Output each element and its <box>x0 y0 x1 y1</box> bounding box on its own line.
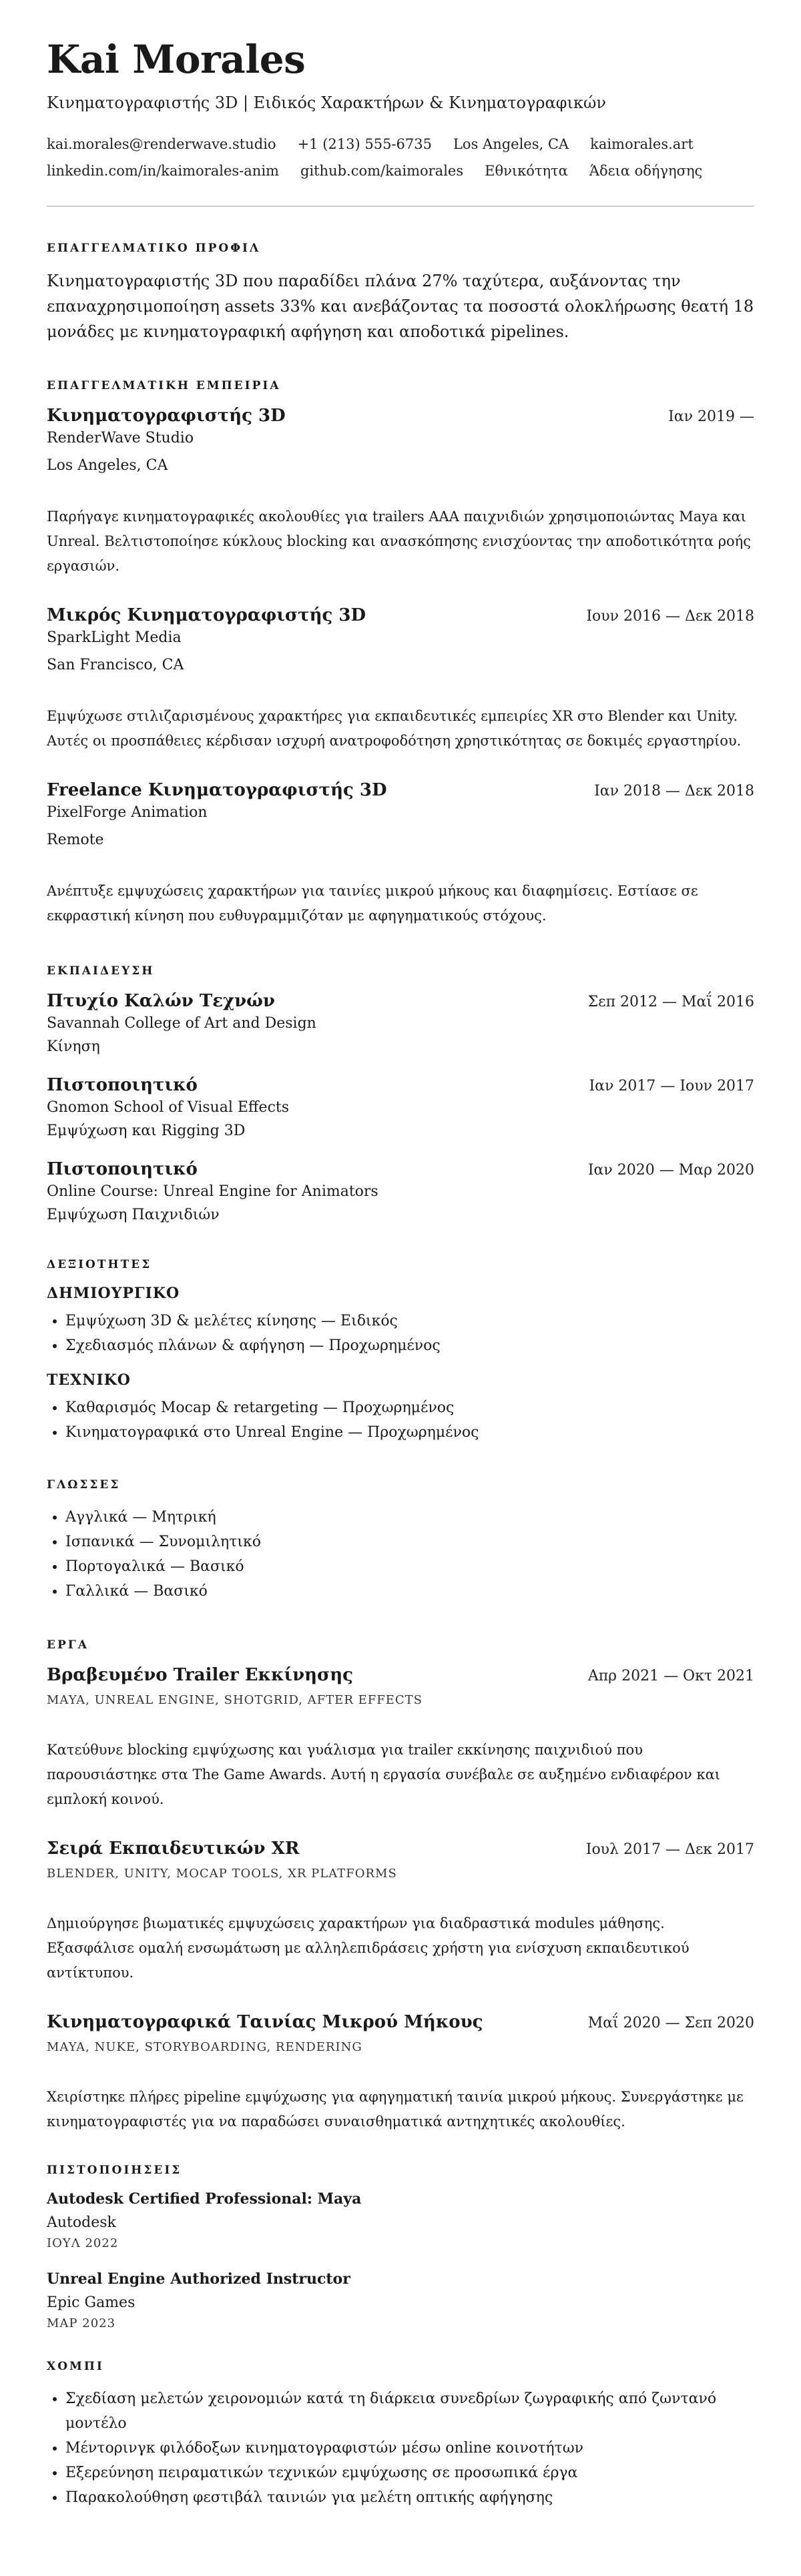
contact-phone[interactable]: +1 (213) 555-6735 <box>297 136 432 152</box>
hobby-list <box>47 2386 754 2510</box>
certification-entry <box>47 2270 754 2330</box>
project-tech: MAYA, UNREAL ENGINE, SHOTGRID, AFTER EFFECTS <box>47 1693 423 1707</box>
resume-header <box>47 37 754 179</box>
experience-section <box>47 379 754 928</box>
hobby-item: • Παρακολούθηση φεστιβάλ ταινιών για μελέτη οπτικής αφήγησης <box>65 2485 754 2510</box>
degree-title: Πτυχίο Καλών Τεχνών <box>47 991 275 1011</box>
certification-entry <box>47 2190 754 2250</box>
skill-group-title: ΤΕΧΝΙΚΟ <box>47 1371 131 1389</box>
certification-issuer: Epic Games <box>47 2294 136 2311</box>
job-dates: Ιαν 2018 — Δεκ 2018 <box>594 783 754 799</box>
company-name: SparkLight Media <box>47 629 182 646</box>
resume-page <box>47 37 754 2510</box>
project-name: Βραβευμένο Trailer Εκκίνησης <box>47 1665 353 1685</box>
experience-entry <box>47 406 754 579</box>
study-field: Κίνηση <box>47 1038 100 1055</box>
language-item: • Πορτογαλικά — Βασικό <box>65 1554 754 1579</box>
contact-location: Los Angeles, CA <box>453 136 569 152</box>
skill-item: • Καθαρισμός Mocap & retargeting — Προχωρημένος <box>65 1395 754 1420</box>
education-entry <box>47 991 754 1055</box>
language-item: • Ισπανικά — Συνομιλητικό <box>65 1530 754 1554</box>
job-title: Μικρός Κινηματογραφιστής 3D <box>47 605 366 625</box>
job-location: San Francisco, CA <box>47 657 184 673</box>
languages-section <box>47 1478 754 1604</box>
hobby-item: • Μέντορινγκ φιλόδοξων κινηματογραφιστών μέσω online κοινοτήτων <box>65 2436 754 2461</box>
candidate-name: Kai Morales <box>47 37 306 82</box>
language-item: • Αγγλικά — Μητρική <box>65 1505 754 1530</box>
job-description: Ανέπτυξε εμψυχώσεις χαρακτήρων για ταινίες μικρού μήκους και διαφημίσεις. Εστίασε σε εκφραστική κίνηση που ευθυγραμμιζόταν με αφηγηματικούς στόχους. <box>47 883 698 924</box>
education-entry <box>47 1159 754 1223</box>
skills-section <box>47 1258 754 1445</box>
profile-summary: Κινηματογραφιστής 3D που παραδίδει πλάνα 27% ταχύτερα, αυξάνοντας την επαναχρησιμοποίηση assets 33% και ανεβάζοντας τα ποσοστά ολοκλήρωσης θεατή 18 μονάδες με κινηματογραφική αφήγηση και αποδοτικά pipelines. <box>47 272 754 341</box>
education-heading: ΕΚΠΑΙΔΕΥΣΗ <box>47 964 155 978</box>
contact-email[interactable]: kai.morales@renderwave.studio <box>47 136 276 152</box>
job-description: Παρήγαγε κινηματογραφικές ακολουθίες για trailers AAA παιχνιδιών χρησιμοποιώντας Maya και Unreal. Βελτιστοποίησε κύκλους blocking και ανασκόπησης ενισχύοντας την αποδοτικότητα ροής εργασιών. <box>47 509 752 574</box>
job-dates: Ιαν 2019 — <box>668 408 754 425</box>
certification-name: Unreal Engine Authorized Instructor <box>47 2270 350 2288</box>
skill-item: • Εμψύχωση 3D & μελέτες κίνησης — Ειδικός <box>65 1309 754 1333</box>
project-name: Κινηματογραφικά Ταινίας Μικρού Μήκους <box>47 2012 483 2032</box>
hobby-item: • Σχεδίαση μελετών χειρονομιών κατά τη διάρκεια συνεδρίων ζωγραφικής από ζωντανό μοντέλο <box>65 2386 754 2436</box>
contact-driving-license: Άδεια οδήγησης <box>589 163 703 179</box>
experience-heading: ΕΠΑΓΓΕΛΜΑΤΙΚΗ ΕΜΠΕΙΡΙΑ <box>47 379 281 392</box>
skills-heading: ΔΕΞΙΟΤΗΤΕΣ <box>47 1258 152 1271</box>
company-name: PixelForge Animation <box>47 804 208 821</box>
job-title: Freelance Κινηματογραφιστής 3D <box>47 780 387 800</box>
projects-heading: ΕΡΓΑ <box>47 1638 89 1652</box>
contact-website[interactable]: kaimorales.art <box>590 136 694 152</box>
experience-entry <box>47 605 754 753</box>
certification-date: ΜΑΡ 2023 <box>47 2316 116 2330</box>
hobbies-section <box>47 2360 754 2510</box>
contact-github[interactable]: github.com/kaimorales <box>300 163 464 179</box>
skill-group-title: ΔΗΜΙΟΥΡΓΙΚΟ <box>47 1285 180 1302</box>
job-title: Κινηματογραφιστής 3D <box>47 406 286 426</box>
project-name: Σειρά Εκπαιδευτικών XR <box>47 1839 300 1859</box>
job-dates: Ιουν 2016 — Δεκ 2018 <box>586 608 754 625</box>
company-name: RenderWave Studio <box>47 430 194 446</box>
certifications-section <box>47 2164 754 2330</box>
skill-item: • Σχεδιασμός πλάνων & αφήγηση — Προχωρημένος <box>65 1333 754 1358</box>
study-field: Εμψύχωση και Rigging 3D <box>47 1122 246 1139</box>
languages-heading: ΓΛΩΣΣΕΣ <box>47 1478 121 1492</box>
project-dates: Μαΐ 2020 — Σεπ 2020 <box>587 2015 754 2031</box>
school-name: Gnomon School of Visual Effects <box>47 1099 290 1116</box>
experience-entry <box>47 780 754 928</box>
education-section <box>47 964 754 1223</box>
project-description: Δημιούργησε βιωματικές εμψυχώσεις χαρακτήρων για διαδραστικά modules μάθησης. Εξασφάλισε ομαλή ενσωμάτωση με αλληλεπιδράσεις χρήστη για ενίσχυση εκπαιδευτικού αντίκτυπου. <box>47 1915 690 1981</box>
language-item: • Γαλλικά — Βασικό <box>65 1579 754 1604</box>
job-location: Remote <box>47 832 104 848</box>
project-dates: Ιουλ 2017 — Δεκ 2017 <box>585 1841 754 1858</box>
certification-date: ΙΟΥΛ 2022 <box>47 2236 119 2250</box>
education-dates: Ιαν 2020 — Μαρ 2020 <box>587 1162 754 1179</box>
header-divider <box>47 206 754 207</box>
headline: Κινηματογραφιστής 3D | Ειδικός Χαρακτήρων & Κινηματογραφικών <box>47 93 607 112</box>
certifications-heading: ΠΙΣΤΟΠΟΙΗΣΕΙΣ <box>47 2164 182 2177</box>
project-tech: BLENDER, UNITY, MOCAP TOOLS, XR PLATFORMS <box>47 1867 397 1881</box>
job-location: Los Angeles, CA <box>47 457 168 474</box>
contact-linkedin[interactable]: linkedin.com/in/kaimorales-anim <box>47 163 279 179</box>
hobbies-heading: ΧΟΜΠΙ <box>47 2360 104 2373</box>
degree-title: Πιστοποιητικό <box>47 1075 198 1095</box>
project-entry <box>47 1665 754 1812</box>
project-description: Χειρίστηκε πλήρες pipeline εμψύχωσης για αφηγηματική ταινία μικρού μήκους. Συνεργάστηκε με κινηματογραφιστές για να παραδώσει συναισθηματικά αντηχητικές ακολουθίες. <box>47 2089 744 2130</box>
hobby-item: • Εξερεύνηση πειραματικών τεχνικών εμψύχωσης σε προσωπικά έργα <box>65 2461 754 2485</box>
profile-section <box>47 242 754 344</box>
education-entry <box>47 1075 754 1139</box>
study-field: Εμψύχωση Παιχνιδιών <box>47 1207 220 1223</box>
certification-name: Autodesk Certified Professional: Maya <box>47 2190 362 2208</box>
skill-item: • Κινηματογραφικά στο Unreal Engine — Προχωρημένος <box>65 1420 754 1445</box>
skill-list <box>47 1309 754 1358</box>
degree-title: Πιστοποιητικό <box>47 1159 198 1179</box>
school-name: Online Course: Unreal Engine for Animators <box>47 1183 378 1200</box>
project-entry <box>47 1839 754 1985</box>
education-dates: Σεπ 2012 — Μαΐ 2016 <box>587 994 754 1010</box>
project-entry <box>47 2012 754 2134</box>
projects-section <box>47 1638 754 2134</box>
certification-issuer: Autodesk <box>47 2214 116 2231</box>
project-dates: Απρ 2021 — Οκτ 2021 <box>587 1668 754 1684</box>
education-dates: Ιαν 2017 — Ιουν 2017 <box>589 1078 754 1094</box>
contact-nationality: Εθνικότητα <box>485 163 568 179</box>
school-name: Savannah College of Art and Design <box>47 1015 316 1032</box>
contact-row-1 <box>47 136 754 152</box>
contact-row-2 <box>47 163 754 179</box>
project-description: Κατεύθυνε blocking εμψύχωσης και γυάλισμα για trailer εκκίνησης παιχνιδιού που παρουσιάστηκε στα The Game Awards. Αυτή η εργασία συνέβαλε σε αυξημένο ενδιαφέρον και εμπλοκή κοινού. <box>47 1742 721 1807</box>
skill-list <box>47 1395 754 1445</box>
job-description: Εμψύχωσε στιλιζαρισμένους χαρακτήρες για εκπαιδευτικές εμπειρίες XR στο Blender και Unity. Αυτές οι προσπάθειες κέρδισαν ισχυρή ανατροφοδότηση χρηστικότητας σε δοκιμές εργαστηρίου. <box>47 708 742 749</box>
project-tech: MAYA, NUKE, STORYBOARDING, RENDERING <box>47 2040 362 2054</box>
profile-heading: ΕΠΑΓΓΕΛΜΑΤΙΚΟ ΠΡΟΦΙΛ <box>47 242 261 255</box>
language-list <box>47 1505 754 1604</box>
